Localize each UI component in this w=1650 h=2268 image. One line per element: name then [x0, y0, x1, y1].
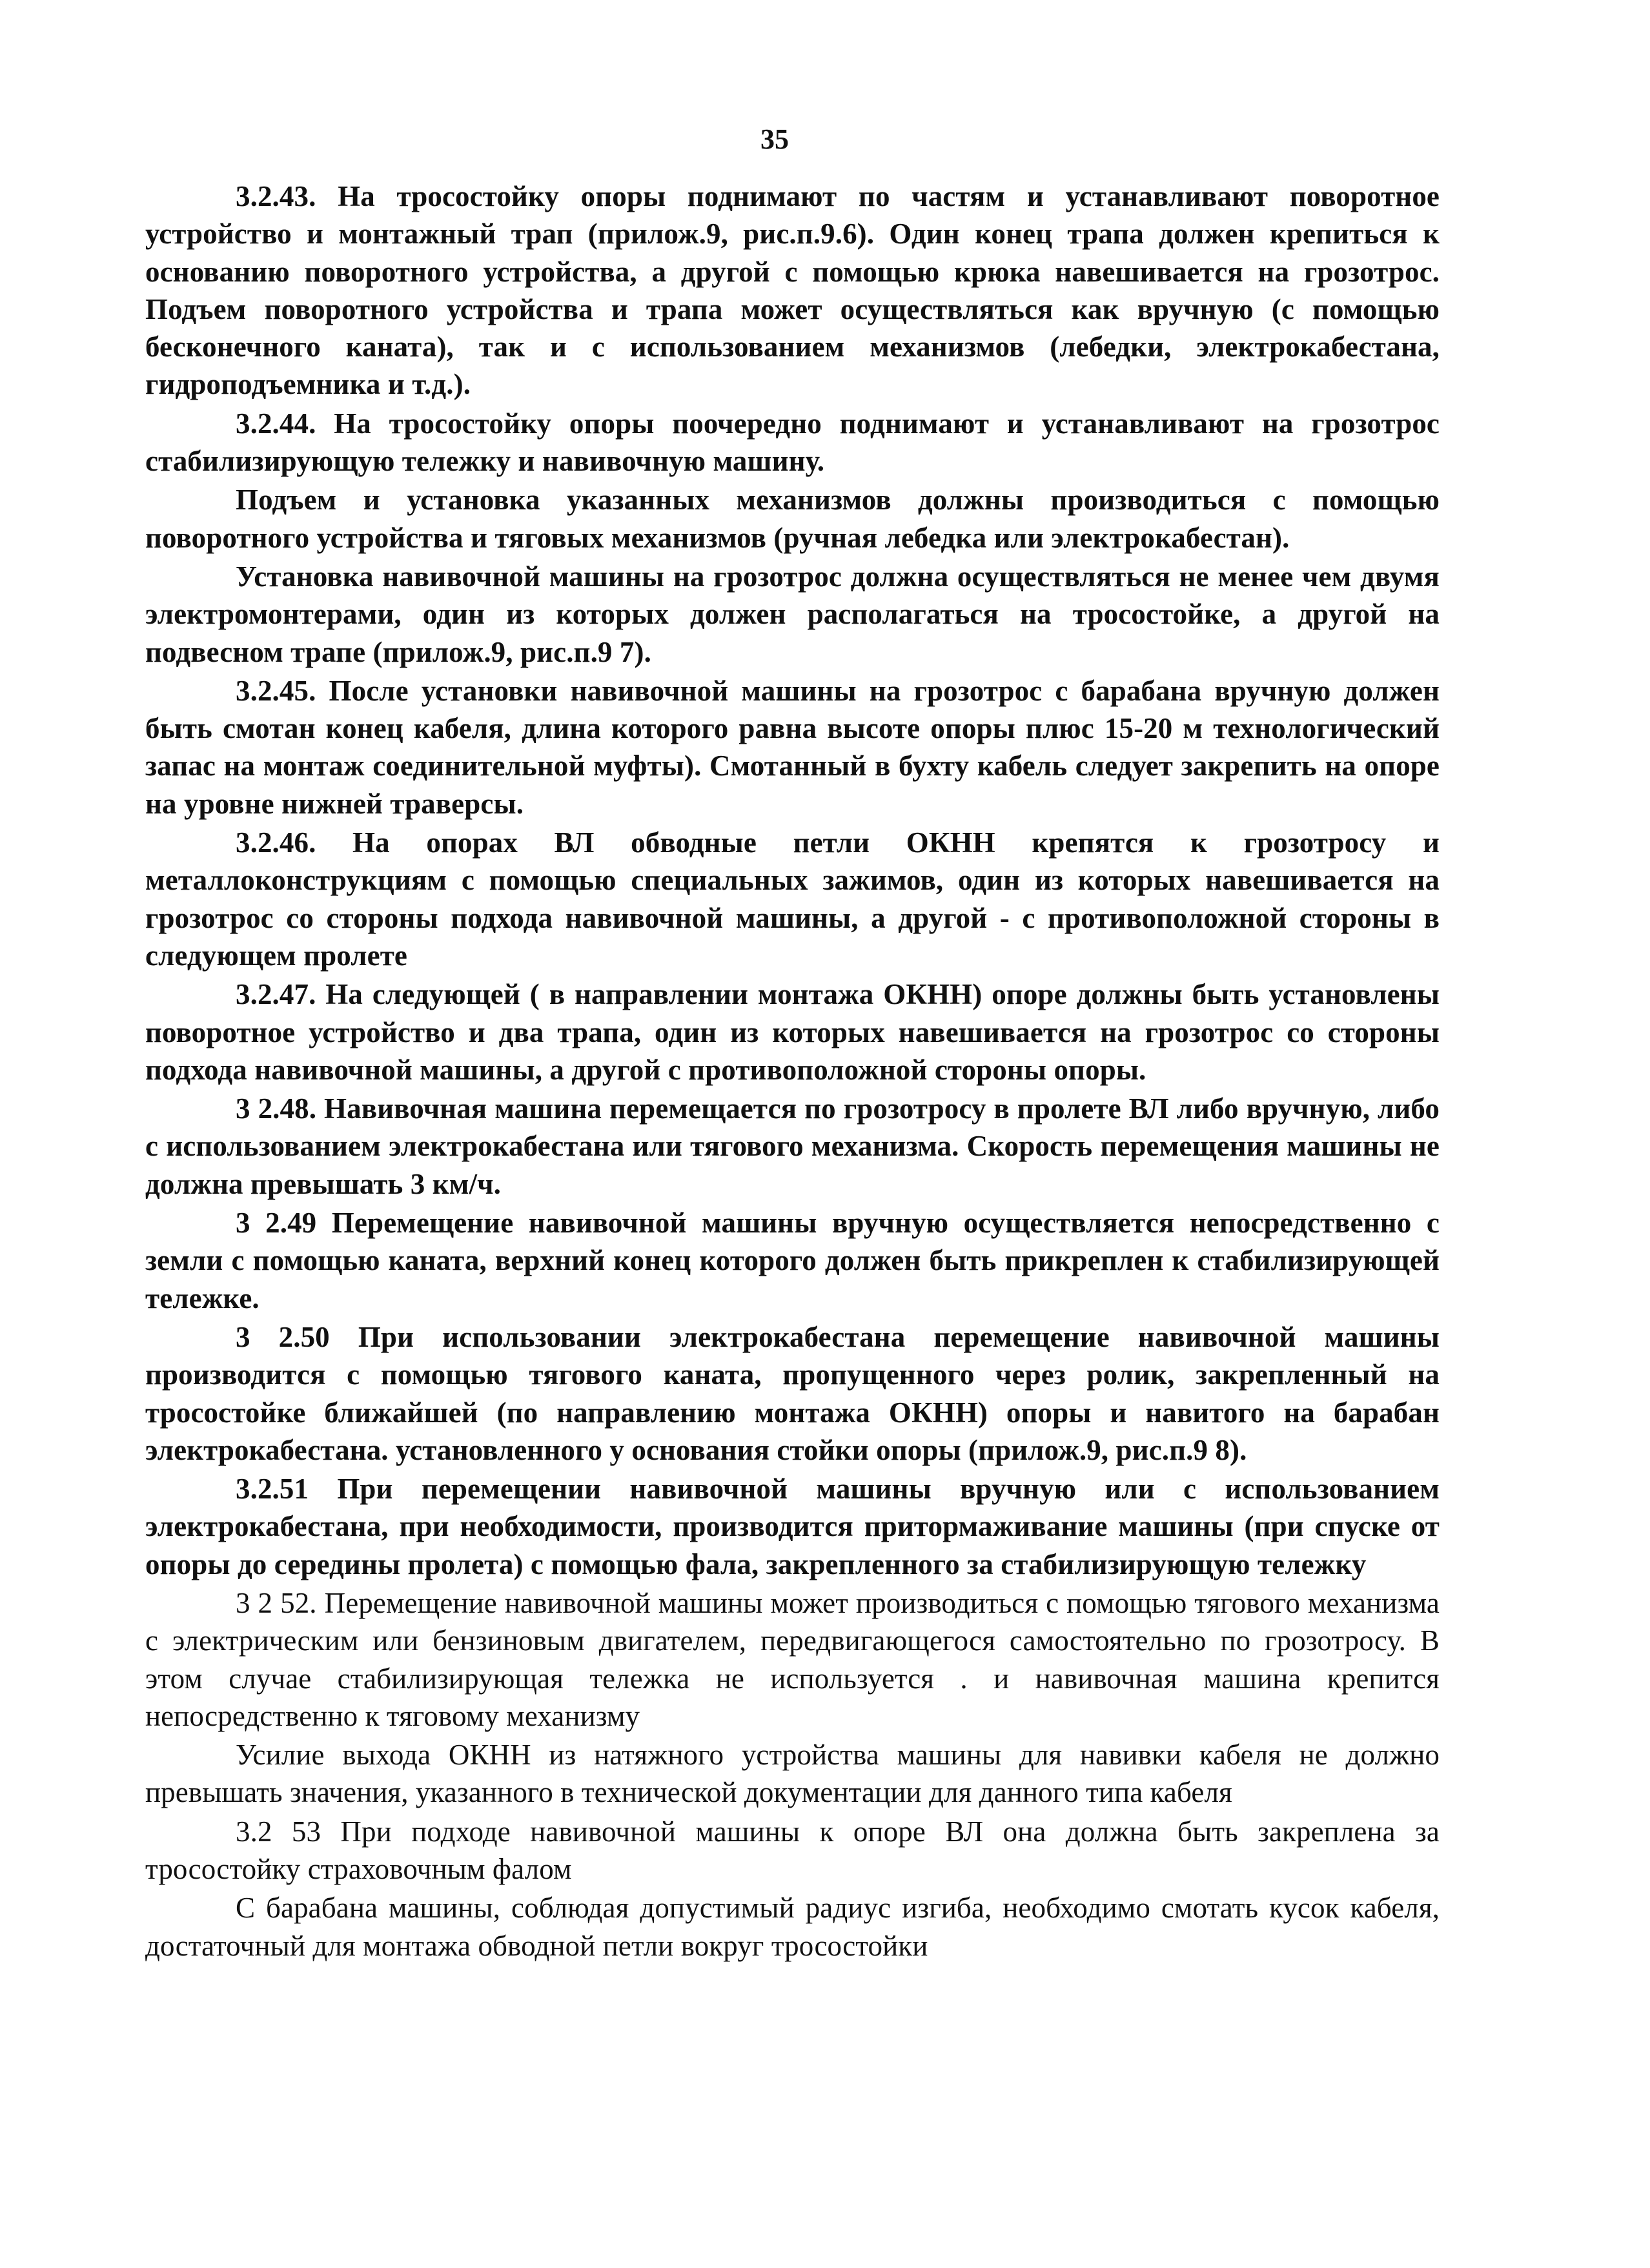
paragraph-3-2-47: 3.2.47. На следующей ( в направлении монтажа ОКНН) опоре должны быть установлены поворотное устройство и два трапа, один из которых навешивается на грозотрос со стороны подхода навивочной машины, а другой с противоположной стороны опоры.: [145, 978, 1440, 1086]
paragraph-3-2-51: 3.2.51 При перемещении навивочной машины вручную или с использованием электрокабестана, при необходимости, производится притормаживание машины (при спуске от опоры до середины пролета) с помощью фала, закрепленного за стабилизирующую тележку: [145, 1473, 1440, 1580]
paragraph-lifting-mechanisms: Подъем и установка указанных механизмов должны производиться с помощью поворотного устройства и тяговых механизмов (ручная лебедка или электрокабестан).: [145, 484, 1440, 554]
page-body: [145, 178, 1440, 1966]
paragraph-3-2-45: 3.2.45. После установки навивочной машины на грозотрос с барабана вручную должен быть смотан конец кабеля, длина которого равна высоте опоры плюс 15-20 м технологический запас на монтаж соединительной муфты). Смотанный в бухту кабель следует закрепить на опоре на уровне нижней траверсы.: [145, 674, 1440, 820]
paragraph-3-2-44: 3.2.44. На тросостойку опоры поочередно поднимают и устанавливают на грозотрос стабилизирующую тележку и навивочную машину.: [145, 407, 1440, 478]
paragraph-machine-installation: Установка навивочной машины на грозотрос должна осуществляться не менее чем двумя электромонтерами, один из которых должен располагаться на тросостойке, а другой на подвесном трапе (прилож.9, рис.п.9 7).: [145, 560, 1440, 668]
page-number: 35: [760, 123, 789, 155]
paragraph-3-2-46: 3.2.46. На опорах ВЛ обводные петли ОКНН крепятся к грозотросу и металлоконструкциям с помощью специальных зажимов, один из которых навешивается на грозотрос со стороны подхода навивочной машины, а другой - с противоположной стороны в следующем пролете: [145, 826, 1440, 972]
paragraph-3-2-43: 3.2.43. На тросостойку опоры поднимают по частям и устанавливают поворотное устройство и монтажный трап (прилож.9, рис.п.9.6). Один конец трапа должен крепиться к основанию поворотного устройства, а другой с помощью крюка навешивается на грозотрос. Подъем поворотного устройства и трапа может осуществляться как вручную (с помощью бесконечного каната), так и с использованием механизмов (лебедки, электрокабестана, гидроподъемника и т.д.).: [145, 180, 1440, 401]
paragraph-3-2-49: 3 2.49 Перемещение навивочной машины вручную осуществляется непосредственно с земли с помощью каната, верхний конец которого должен быть прикреплен к стабилизирующей тележке.: [145, 1207, 1440, 1314]
paragraph-3-2-48: 3 2.48. Навивочная машина перемещается по грозотросу в пролете ВЛ либо вручную, либо с использованием электрокабестана или тягового механизма. Скорость перемещения машины не должна превышать 3 км/ч.: [145, 1092, 1440, 1200]
paragraph-3-2-53: 3.2 53 При подходе навивочной машины к опоре ВЛ она должна быть закреплена за тросостойку страховочным фалом: [145, 1815, 1440, 1886]
paragraph-3-2-52: 3 2 52. Перемещение навивочной машины может производиться с помощью тягового механизма с электрическим или бензиновым двигателем, передвигающегося самостоятельно по грозотросу. В этом случае стабилизирующая тележка не используется . и навивочная машина крепится непосредственно к тяговому механизму: [145, 1586, 1440, 1732]
paragraph-bypass-loop: С барабана машины, соблюдая допустимый радиус изгиба, необходимо смотать кусок кабеля, достаточный для монтажа обводной петли вокруг тросостойки: [145, 1892, 1440, 1962]
paragraph-cable-exit-force: Усилие выхода ОКНН из натяжного устройства машины для навивки кабеля не должно превышать значения, указанного в технической документации для данного типа кабеля: [145, 1739, 1440, 1809]
paragraph-3-2-50: 3 2.50 При использовании электрокабестана перемещение навивочной машины производится с помощью тягового каната, пропущенного через ролик, закрепленный на тросостойке ближайшей (по направлению монтажа ОКНН) опоры и навитого на барабан электрокабестана. установленного у основания стойки опоры (прилож.9, рис.п.9 8).: [145, 1320, 1440, 1466]
